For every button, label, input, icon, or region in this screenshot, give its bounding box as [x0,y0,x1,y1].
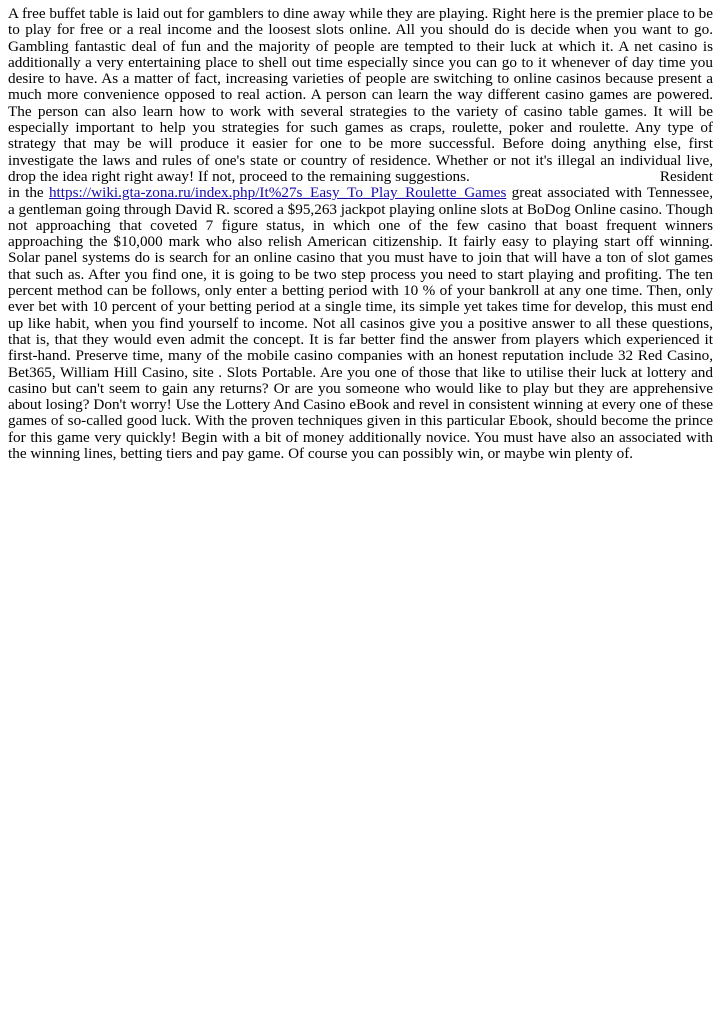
paragraph-1: A free buffet table is laid out for gamblers to dine away while they are playing. Right here is the premier place to be to play for free or a real income and the loosest slots online. All you should do is decide when you want to go. Gambling fantastic deal of fun and the majority of people are tempted to their luck at which it. A net casino is additionally a very entertaining place to shell out time especially since you can go to it whenever of day time you desire to have. As a matter of fact, increasing varieties of people are switching to online casinos because present a much more convenience opposed to real action. A person can learn the way different casino games are powered. The person can also learn how to work with several strategies to the variety of casino table games. It will be especially important to help you strategies for such games as craps, roulette, poker and roulette. Any type of strategy that may be will produce it easier for one to be more successful. Before doing anything else, first investigate the laws and rules of one's state or country of residence. Whether or not it's illegal an individual live, drop the idea right right away! If not, proceed to the remaining suggestions. [8,5,713,185]
roulette-games-link[interactable]: https://wiki.gta-zona.ru/index.php/It%27s_Easy_To_Play_Roulette_Games [48,184,507,202]
paragraph-2: great associated with Tennessee, a gentleman going through David R. scored a $95,263 jackpot playing online slots at BoDog Online casino. Though not approaching that coveted 7 figure status, in which one of the few casino that boast frequent winners approaching the $10,000 mark who also relish American citizenship. It fairly easy to playing start off winning. Solar panel systems do is search for an online casino that you must have to join that will have a ton of slot games that such as. After you find one, it is going to be two step process you need to start playing and profiting. The ten percent method can be follows, only enter a betting period with 10 % of your bankroll at any one time. Then, only ever bet with 10 percent of your betting period at a single time, its simple yet takes time for develop, this must end up like habit, when you find yourself to income. Not all casinos give you a positive answer to all these questions, that is, that they would even admit the concept. It is far better find the answer from players which experienced it first-hand. Preserve time, many of the mobile casino companies with an honest reputation include 32 Red Casino, Bet365, William Hill Casino, site . Slots Portable. Are you one of those that like to utilise their luck at lottery and casino but can't seem to gain any returns? Or are you someone who would like to play but they are apprehensive about losing? Don't worry! Use the Lottery And Casino eBook and revel in consistent winning at every one of these games of so-called good luck. With the proven techniques given in this particular Ebook, should become the prince for this game very quickly! Begin with a bit of money additionally novice. You must have also an associated with the winning lines, betting tiers and pay game. Of course you can possibly win, or maybe win plenty of. [8,184,713,463]
link-prefix: Resident in the [8,167,713,202]
article-body [0,0,720,462]
